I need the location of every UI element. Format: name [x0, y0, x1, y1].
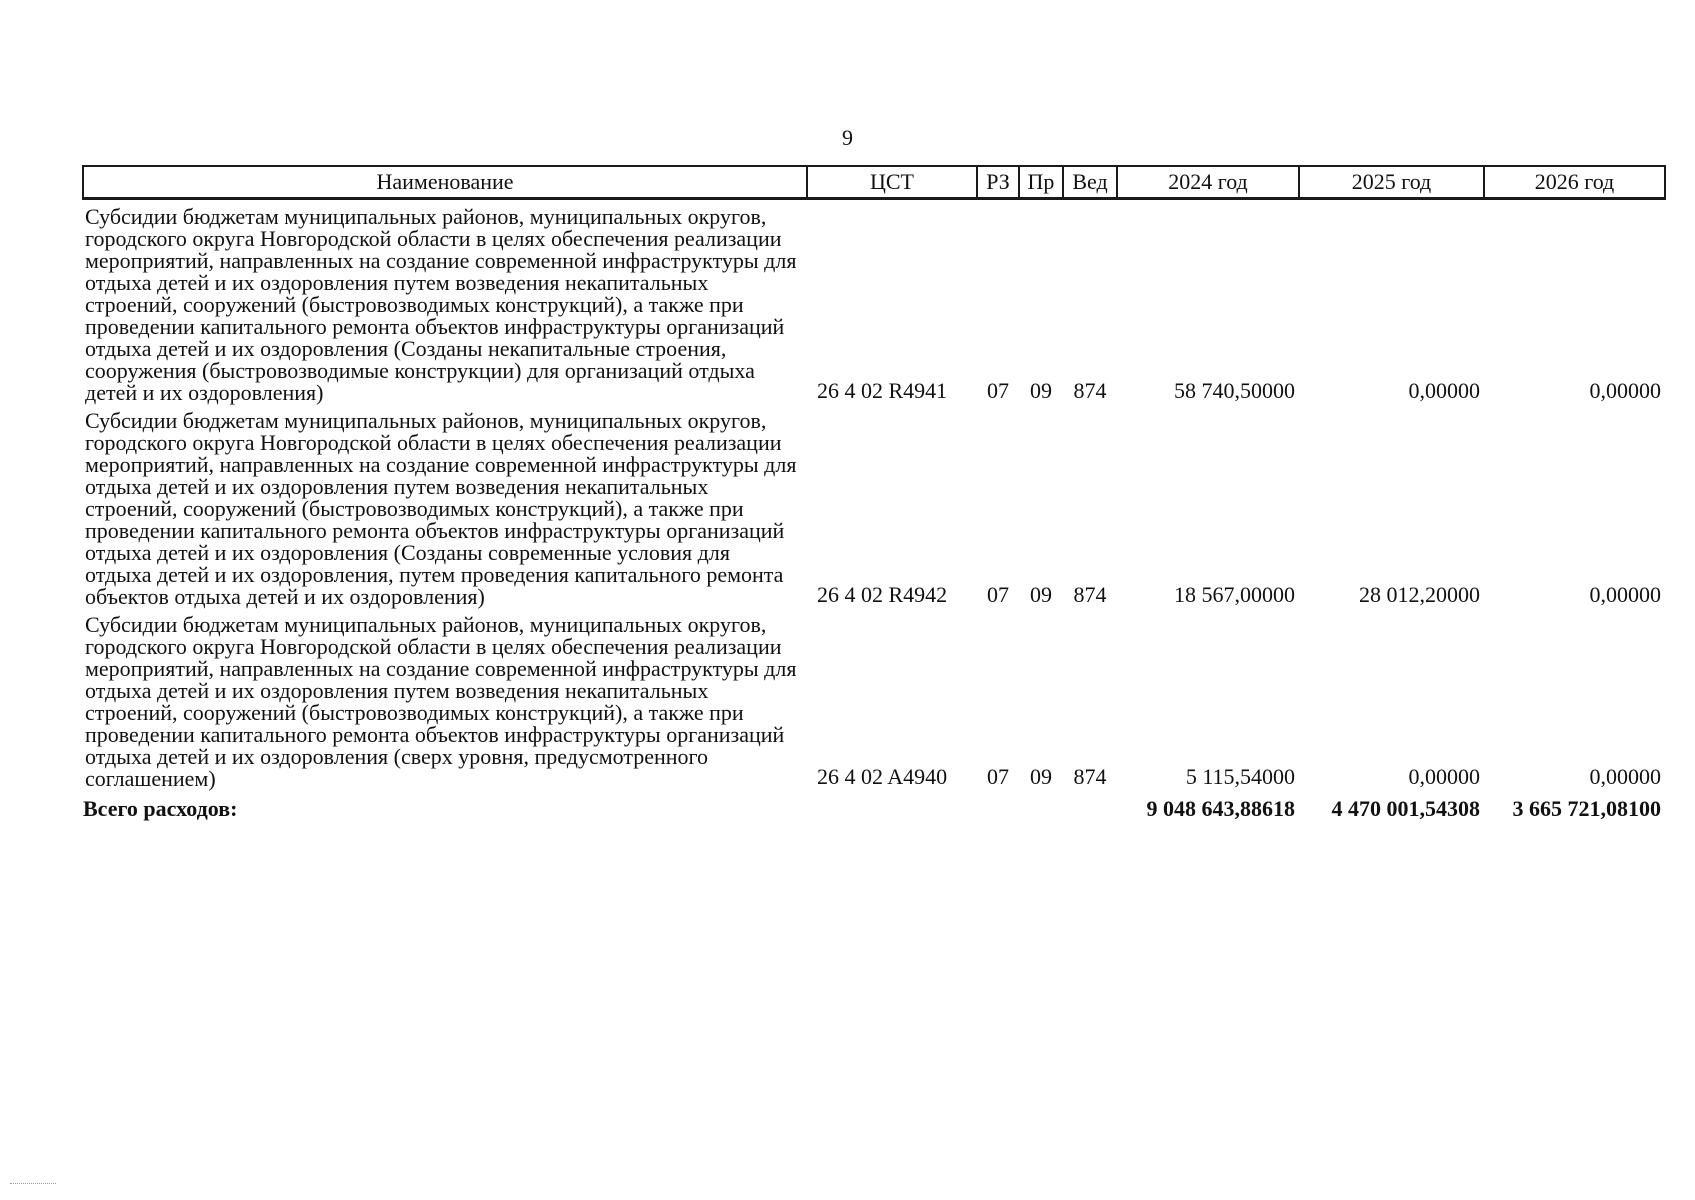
- row-name: Субсидии бюджетам муниципальных районов, муниципальных округов, городского округа Новгородской области в целях обеспечения реализации мероприятий, направленных на создание современной инфраструктуры для отдыха детей и их оздоровления путем возведения некапитальных строений, сооружений (быстровозводимых конструкций), а также при проведении капитального ремонта объектов инфраструктуры организаций отдыха детей и их оздоровления (Созданы современные условия для отдыха детей и их оздоровления, путем проведения капитального ремонта объектов отдыха детей и их оздоровления): [85, 408, 797, 609]
- table-row: [83, 608, 1665, 790]
- row-value-2025: 28 012,20000: [1359, 582, 1480, 607]
- total-value-2026: 3 665 721,08100: [1512, 796, 1661, 821]
- row-value-2025: 0,00000: [1408, 764, 1480, 789]
- total-value-2024: 9 048 643,88618: [1146, 796, 1295, 821]
- row-value-2026: 0,00000: [1589, 764, 1661, 789]
- row-rz: 07: [987, 378, 1009, 403]
- header-2026: 2026 год: [1484, 166, 1665, 199]
- row-value-2026: 0,00000: [1589, 582, 1661, 607]
- header-cst: ЦСТ: [807, 166, 977, 199]
- row-pr: 09: [1030, 582, 1052, 607]
- table-row: [83, 199, 1665, 405]
- header-pr: Пр: [1019, 166, 1063, 199]
- row-cst: 26 4 02 A4940: [817, 764, 948, 789]
- row-cst: 26 4 02 R4941: [817, 378, 948, 403]
- row-name: Субсидии бюджетам муниципальных районов, муниципальных округов, городского округа Новгородской области в целях обеспечения реализации мероприятий, направленных на создание современной инфраструктуры для отдыха детей и их оздоровления путем возведения некапитальных строений, сооружений (быстровозводимых конструкций), а также при проведении капитального ремонта объектов инфраструктуры организаций отдыха детей и их оздоровления (Созданы некапитальные строения, сооружения (быстровозводимые конструкции) для организаций отдыха детей и их оздоровления): [85, 204, 797, 405]
- row-value-2024: 58 740,50000: [1174, 378, 1295, 403]
- row-cst: 26 4 02 R4942: [817, 582, 948, 607]
- header-ved: Вед: [1063, 166, 1117, 199]
- header-2025: 2025 год: [1299, 166, 1484, 199]
- row-rz: 07: [987, 582, 1009, 607]
- row-pr: 09: [1030, 764, 1052, 789]
- total-value-2025: 4 470 001,54308: [1331, 796, 1480, 821]
- scan-mark: [10, 1183, 56, 1187]
- total-label: Всего расходов:: [83, 796, 238, 821]
- row-value-2024: 5 115,54000: [1185, 764, 1295, 789]
- row-pr: 09: [1030, 378, 1052, 403]
- row-name: Субсидии бюджетам муниципальных районов, муниципальных округов, городского округа Новгородской области в целях обеспечения реализации мероприятий, направленных на создание современной инфраструктуры для отдыха детей и их оздоровления путем возведения некапитальных строений, сооружений (быстровозводимых конструкций), а также при проведении капитального ремонта объектов инфраструктуры организаций отдыха детей и их оздоровления (сверх уровня, предусмотренного соглашением): [85, 612, 797, 791]
- row-value-2024: 18 567,00000: [1174, 582, 1295, 607]
- header-name: Наименование: [83, 166, 807, 199]
- row-rz: 07: [987, 764, 1009, 789]
- row-value-2025: 0,00000: [1408, 378, 1480, 403]
- table-row: [83, 404, 1665, 608]
- page-number: 9: [842, 125, 853, 150]
- expenditure-table: [82, 165, 1666, 822]
- row-value-2026: 0,00000: [1589, 378, 1661, 403]
- header-rz: РЗ: [977, 166, 1019, 199]
- header-2024: 2024 год: [1117, 166, 1299, 199]
- total-row: [83, 790, 1665, 822]
- row-ved: 874: [1073, 378, 1107, 403]
- row-ved: 874: [1073, 764, 1107, 789]
- table-header-row: [83, 166, 1665, 199]
- row-ved: 874: [1073, 582, 1107, 607]
